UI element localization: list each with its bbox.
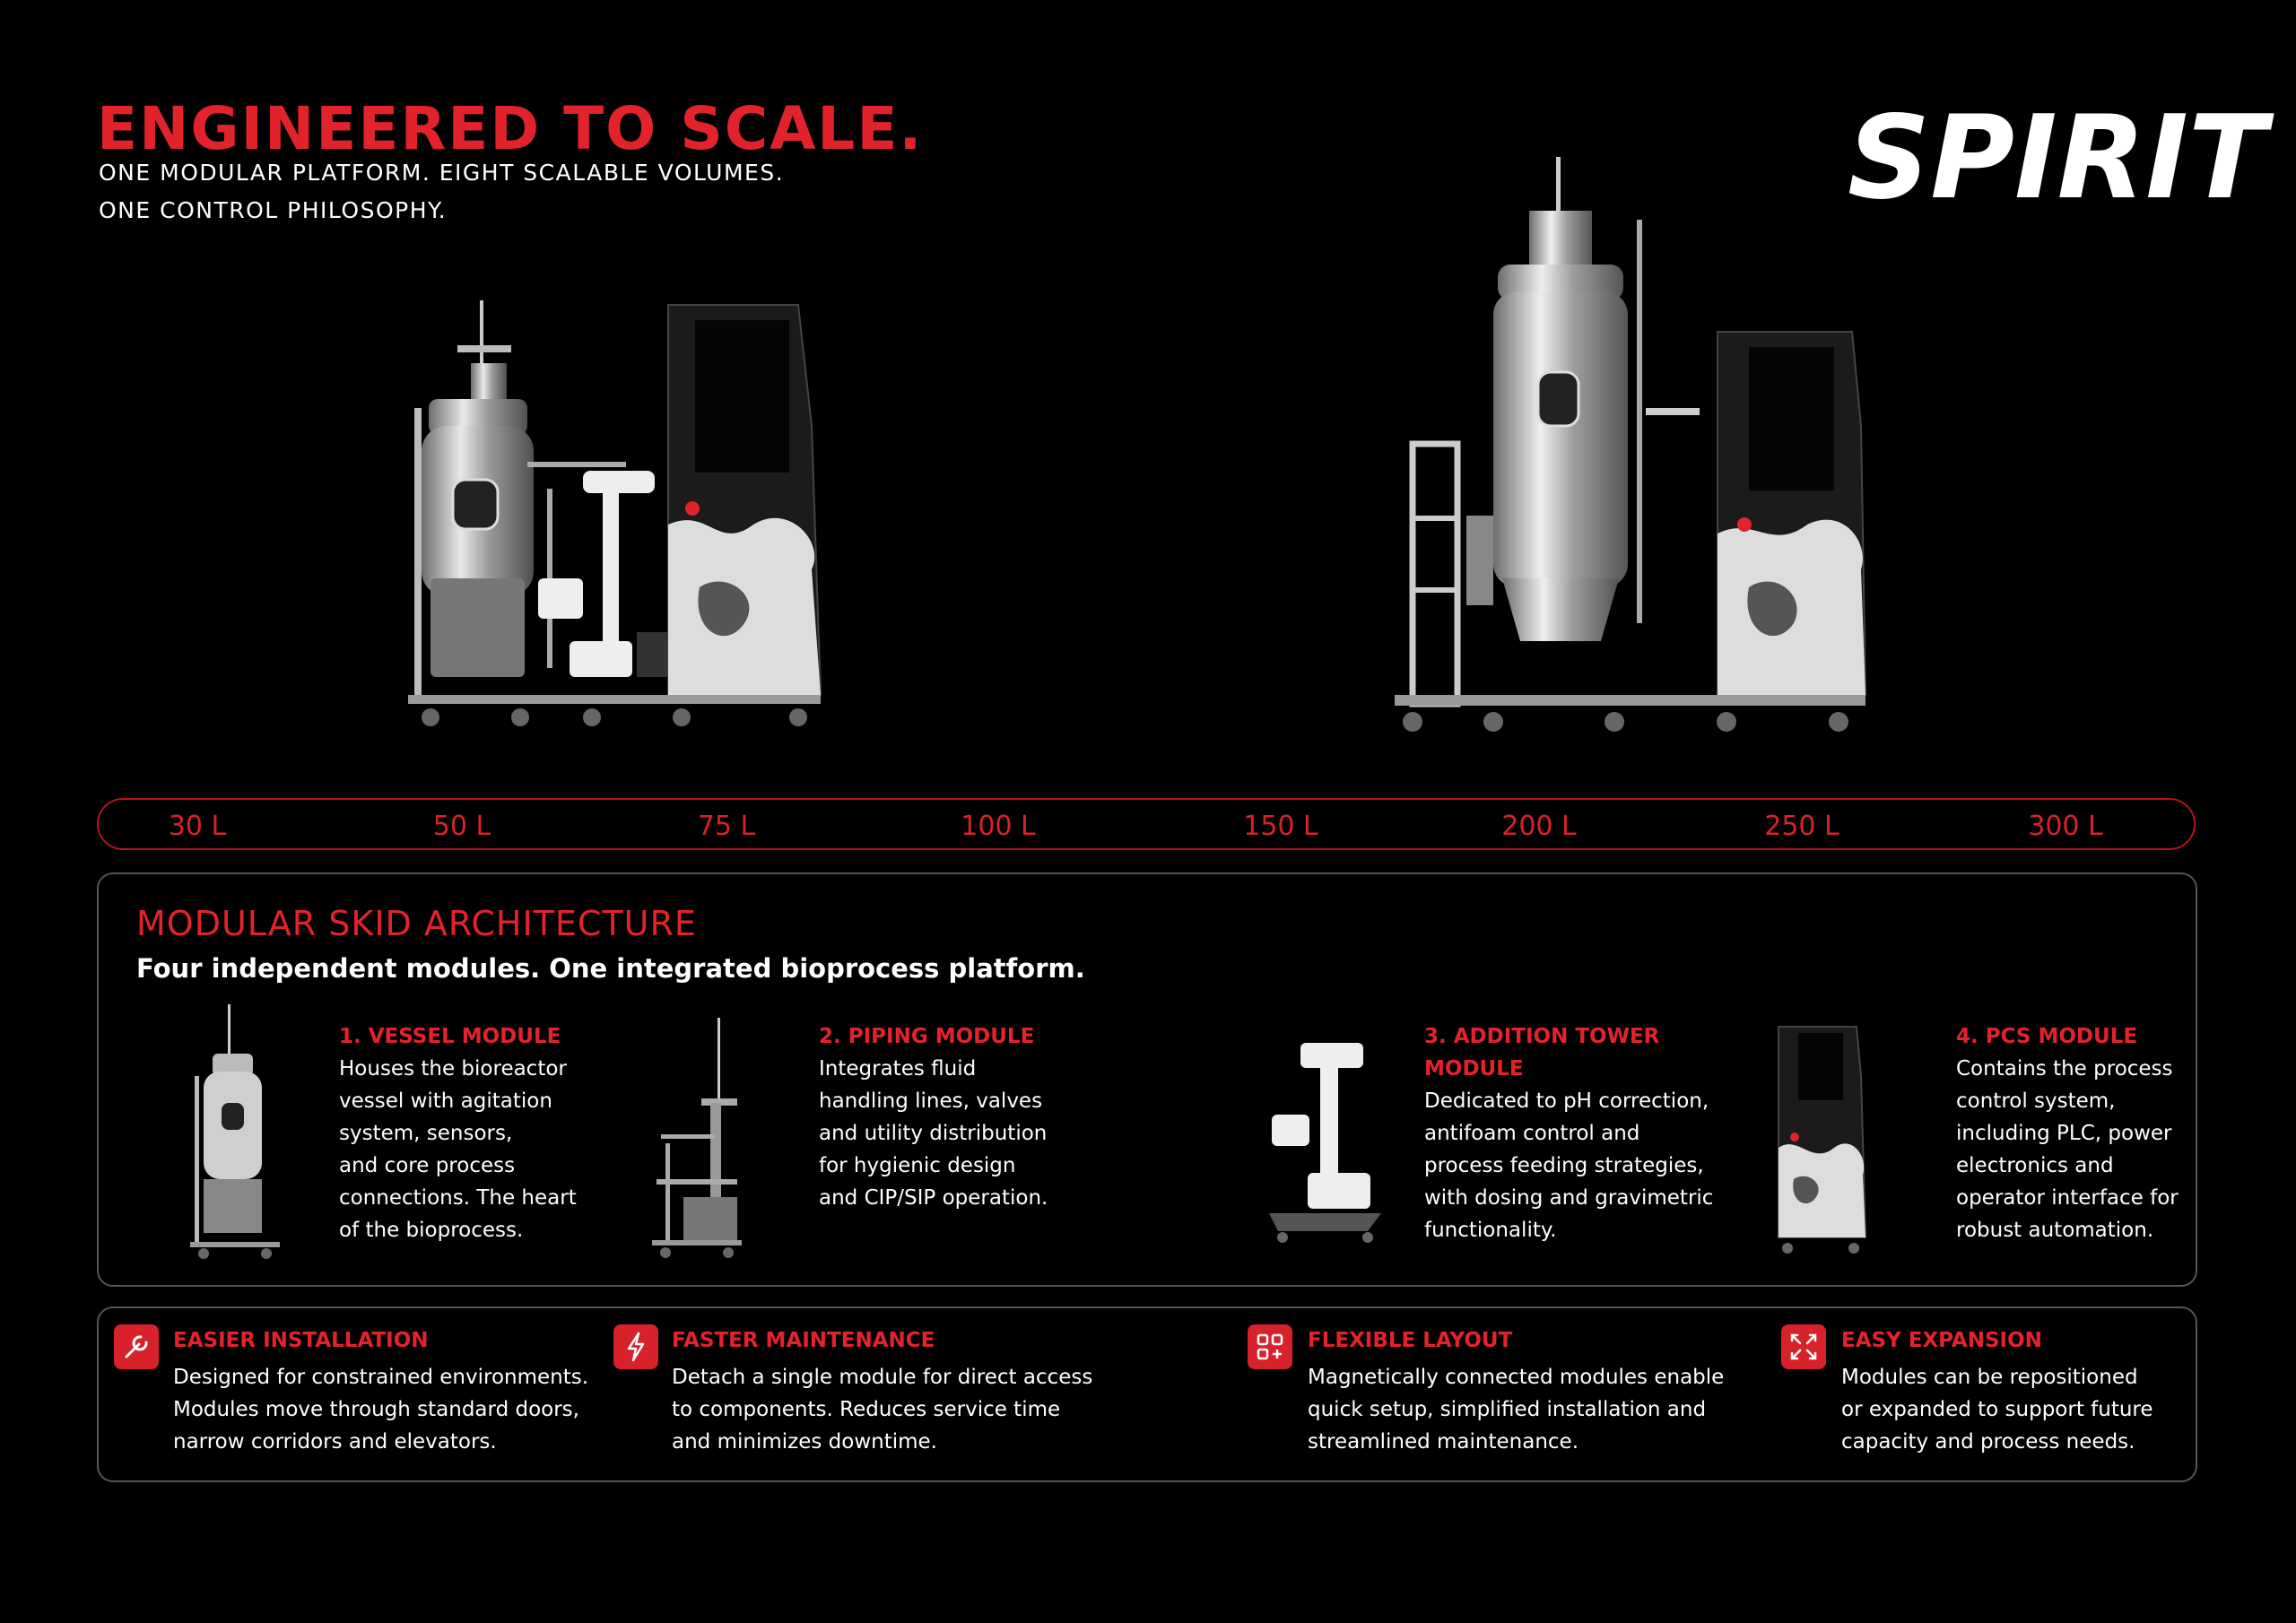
module-2-title: 2. PIPING MODULE bbox=[819, 1025, 1035, 1048]
module-1-title: 1. VESSEL MODULE bbox=[339, 1025, 561, 1048]
volume-250: 250 L bbox=[1764, 811, 1839, 842]
module-3-title: 3. ADDITION TOWER MODULE bbox=[1424, 1025, 1660, 1081]
volume-30: 30 L bbox=[168, 811, 227, 842]
module-2-text: Integrates fluid handling lines, valves and utility distribution for hygienic design and CIP/SIP operation. bbox=[819, 1057, 1048, 1210]
wrench-icon bbox=[114, 1324, 159, 1369]
expand-icon bbox=[1781, 1324, 1826, 1369]
piping-module-image bbox=[648, 1018, 751, 1268]
vessel-module-image bbox=[190, 1004, 284, 1263]
volume-200: 200 L bbox=[1501, 811, 1577, 842]
volume-75: 75 L bbox=[697, 811, 756, 842]
feature-3-text: Magnetically connected modules enable quick setup, simplified installation and streamlined maintenance. bbox=[1308, 1366, 1725, 1454]
subheadline-line-2: ONE CONTROL PHILOSOPHY. bbox=[99, 197, 448, 223]
architecture-title: MODULAR SKID ARCHITECTURE bbox=[136, 904, 697, 943]
module-4-title: 4. PCS MODULE bbox=[1956, 1025, 2138, 1048]
feature-4-title: EASY EXPANSION bbox=[1841, 1329, 2042, 1352]
feature-4-text: Modules can be repositioned or expanded to support future capacity and process needs. bbox=[1841, 1366, 2153, 1454]
logo-text: SPIRIT bbox=[1848, 91, 2267, 225]
volume-150: 150 L bbox=[1243, 811, 1318, 842]
bioreactor-large-image bbox=[1395, 157, 1870, 743]
layout-grid-icon bbox=[1248, 1324, 1292, 1369]
feature-1-title: EASIER INSTALLATION bbox=[173, 1329, 429, 1352]
module-1-text: Houses the bioreactor vessel with agitation system, sensors, and core process connections. The heart of the bioprocess. bbox=[339, 1057, 577, 1242]
module-4-text: Contains the process control system, including PLC, power electronics and operator interface for robust automation. bbox=[1956, 1057, 2179, 1242]
module-3-text: Dedicated to pH correction, antifoam control and process feeding strategies, with dosing and gravimetric functionality. bbox=[1424, 1089, 1714, 1242]
addition-tower-module-image bbox=[1265, 1038, 1386, 1253]
spirit-logo bbox=[1848, 90, 2267, 237]
volume-50: 50 L bbox=[432, 811, 491, 842]
lightning-icon bbox=[613, 1324, 658, 1369]
volume-100: 100 L bbox=[961, 811, 1036, 842]
feature-2-title: FASTER MAINTENANCE bbox=[672, 1329, 935, 1352]
headline: ENGINEERED TO SCALE. bbox=[97, 94, 924, 163]
subheadline-line-1: ONE MODULAR PLATFORM. EIGHT SCALABLE VOLUMES. bbox=[99, 160, 785, 186]
feature-1-text: Designed for constrained environments. Modules move through standard doors, narrow corridors and elevators. bbox=[173, 1366, 589, 1454]
feature-2-text: Detach a single module for direct access to components. Reduces service time and minimizes downtime. bbox=[672, 1366, 1093, 1454]
volume-300: 300 L bbox=[2028, 811, 2103, 842]
pcs-module-image bbox=[1771, 1022, 1870, 1261]
feature-3-title: FLEXIBLE LAYOUT bbox=[1308, 1329, 1513, 1352]
bioreactor-small-image bbox=[404, 300, 825, 739]
architecture-subtitle: Four independent modules. One integrated bioprocess platform. bbox=[136, 953, 1085, 984]
volume-scale-bar bbox=[97, 798, 2196, 850]
